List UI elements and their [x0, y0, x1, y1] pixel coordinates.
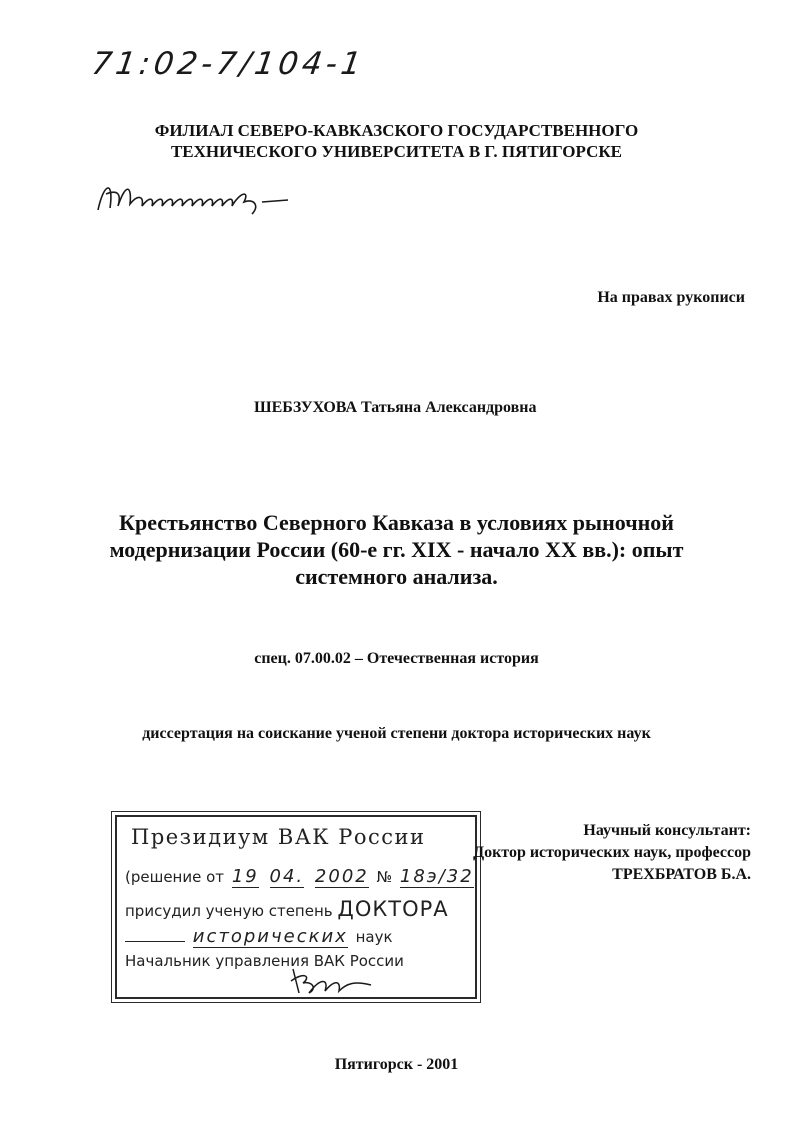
stamp-chief-row: Начальник управления ВАК России — [125, 952, 404, 970]
dissertation-title — [0, 509, 793, 590]
stamp-signature — [285, 967, 375, 997]
stamp-field-handwritten: исторических — [192, 926, 348, 947]
organization-line-2: ТЕХНИЧЕСКОГО УНИВЕРСИТЕТА В Г. ПЯТИГОРСКЕ — [170, 142, 623, 161]
library-signature — [92, 172, 292, 222]
stamp-number-label: № — [376, 868, 393, 886]
organization-line-1: ФИЛИАЛ СЕВЕРО-КАВКАЗСКОГО ГОСУДАРСТВЕННОГО — [154, 121, 639, 140]
stamp-awarded-row — [125, 897, 449, 921]
stamp-awarded-prefix: присудил ученую степень — [125, 902, 333, 920]
organization-name — [0, 120, 793, 162]
stamp-awarded-degree: ДОКТОРА — [337, 897, 449, 921]
title-line-1: Крестьянство Северного Кавказа в условиях рыночной — [119, 510, 674, 535]
manuscript-rights-note: На правах рукописи — [597, 289, 745, 306]
stamp-decision-month: 04. — [269, 866, 305, 887]
stamp-title: Президиум ВАК России — [131, 825, 426, 849]
stamp-decision-row — [125, 866, 477, 888]
stamp-decision-prefix: (решение от — [125, 868, 225, 886]
stamp-field-suffix: наук — [355, 928, 393, 946]
stamp-decision-day: 19 — [231, 866, 259, 887]
consultant-name: ТРЕХБРАТОВ Б.А. — [612, 866, 751, 883]
handwritten-archive-code: 71:02-7/104-1 — [89, 46, 368, 82]
scientific-consultant — [473, 820, 751, 886]
stamp-decision-year: 2002 — [314, 866, 369, 887]
author-name: ШЕБЗУХОВА Татьяна Александровна — [254, 399, 537, 416]
vak-stamp — [115, 815, 477, 999]
title-line-3: системного анализа. — [295, 564, 498, 589]
stamp-decision-number: 18э/32 — [399, 866, 474, 887]
consultant-label: Научный консультант: — [583, 822, 751, 839]
degree-line: диссертация на соискание ученой степени доктора исторических наук — [142, 725, 651, 742]
specialty: спец. 07.00.02 – Отечественная история — [254, 650, 539, 667]
stamp-field-row — [125, 926, 393, 948]
title-line-2: модернизации России (60-е гг. XIX - начало XX вв.): опыт — [109, 537, 684, 562]
city-year: Пятигорск - 2001 — [334, 1056, 459, 1073]
consultant-degree: Доктор исторических наук, профессор — [473, 844, 751, 861]
